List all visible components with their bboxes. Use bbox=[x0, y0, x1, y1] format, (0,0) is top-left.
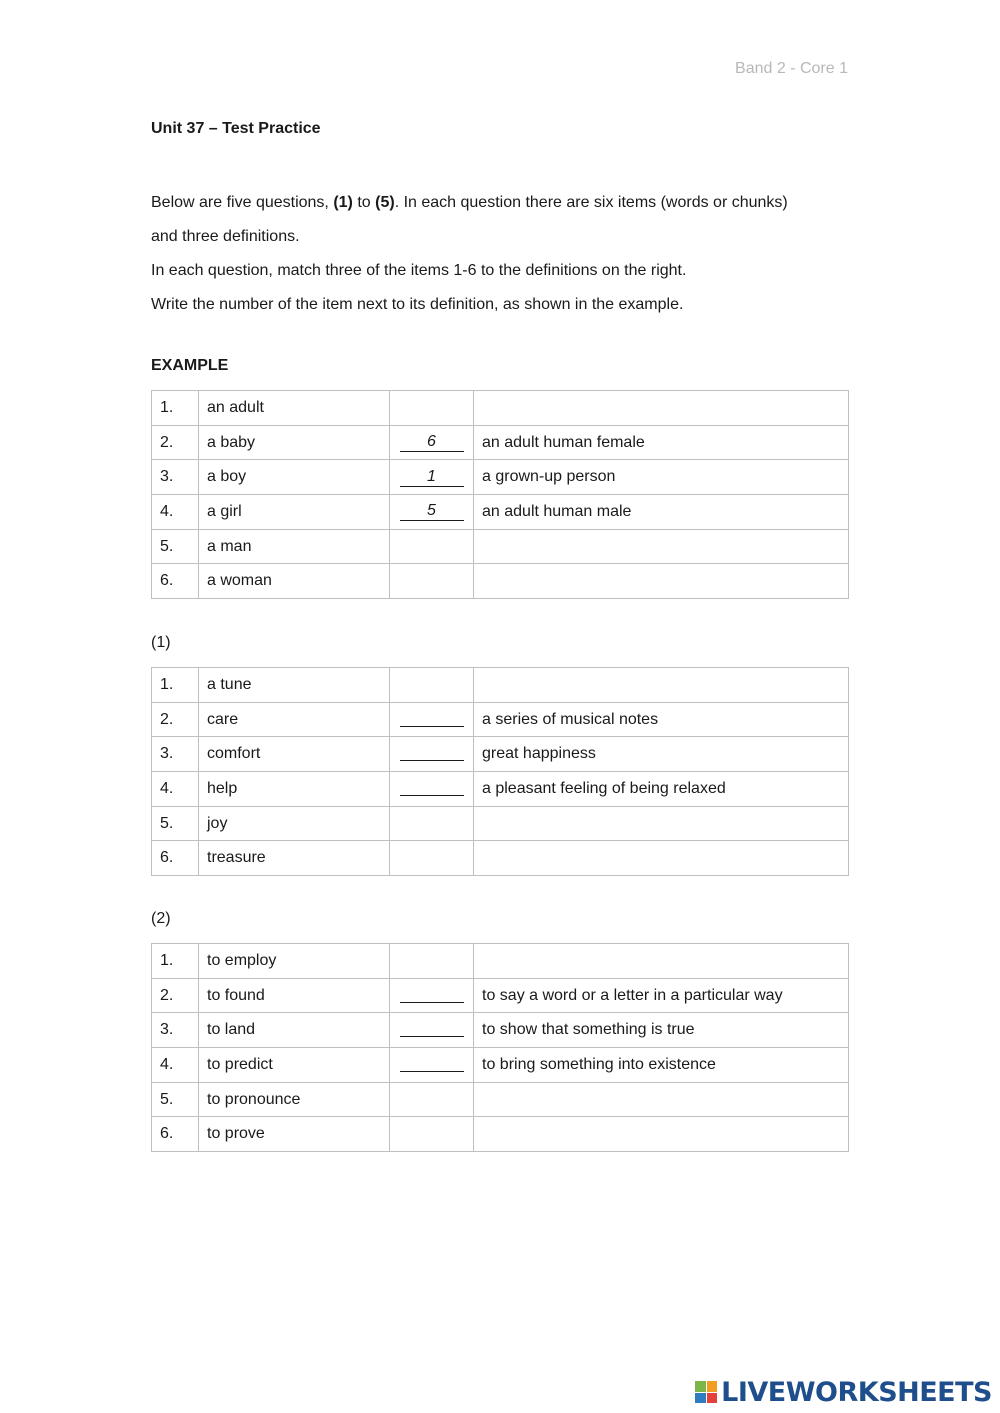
item-number: 5. bbox=[152, 1082, 199, 1117]
item-word: a boy bbox=[199, 460, 390, 495]
table-row bbox=[152, 806, 849, 841]
match-table-2 bbox=[151, 943, 849, 1152]
table-row bbox=[152, 1013, 849, 1048]
item-number: 1. bbox=[152, 668, 199, 703]
answer-cell bbox=[390, 668, 474, 703]
table-row bbox=[152, 944, 849, 979]
answer-blank[interactable] bbox=[400, 1053, 464, 1072]
item-number: 2. bbox=[152, 978, 199, 1013]
definition: a grown-up person bbox=[474, 460, 849, 495]
item-word: a girl bbox=[199, 495, 390, 530]
liveworksheets-logo bbox=[695, 1377, 992, 1407]
definition bbox=[474, 564, 849, 599]
definition: to say a word or a letter in a particular way bbox=[474, 978, 849, 1013]
item-word: to pronounce bbox=[199, 1082, 390, 1117]
definition bbox=[474, 841, 849, 876]
section-label-example: EXAMPLE bbox=[151, 357, 229, 374]
instructions-line-4: Write the number of the item next to its definition, as shown in the example. bbox=[151, 296, 684, 313]
match-table-example bbox=[151, 390, 849, 599]
definition: an adult human female bbox=[474, 425, 849, 460]
table-row bbox=[152, 702, 849, 737]
answer-cell bbox=[390, 564, 474, 599]
item-number: 1. bbox=[152, 944, 199, 979]
answer-blank[interactable] bbox=[400, 984, 464, 1003]
instructions-line-3: In each question, match three of the items 1-6 to the definitions on the right. bbox=[151, 262, 687, 279]
item-word: help bbox=[199, 772, 390, 807]
table-row bbox=[152, 737, 849, 772]
item-word: to land bbox=[199, 1013, 390, 1048]
table-row bbox=[152, 1048, 849, 1083]
item-number: 6. bbox=[152, 564, 199, 599]
answer-cell bbox=[390, 391, 474, 426]
item-word: a baby bbox=[199, 425, 390, 460]
item-word: joy bbox=[199, 806, 390, 841]
answer-blank[interactable] bbox=[400, 1018, 464, 1037]
table-row bbox=[152, 772, 849, 807]
table-row bbox=[152, 425, 849, 460]
definition: a pleasant feeling of being relaxed bbox=[474, 772, 849, 807]
item-number: 4. bbox=[152, 1048, 199, 1083]
item-number: 2. bbox=[152, 425, 199, 460]
answer-cell bbox=[390, 806, 474, 841]
definition bbox=[474, 806, 849, 841]
logo-text: LIVEWORKSHEETS bbox=[721, 1376, 992, 1408]
answer-cell bbox=[390, 944, 474, 979]
table-row bbox=[152, 564, 849, 599]
logo-badge-icon bbox=[695, 1381, 717, 1403]
item-word: comfort bbox=[199, 737, 390, 772]
table-row bbox=[152, 668, 849, 703]
answer-cell bbox=[390, 1048, 474, 1083]
answer-cell bbox=[390, 772, 474, 807]
definition: a series of musical notes bbox=[474, 702, 849, 737]
section-label-2: (2) bbox=[151, 910, 171, 927]
item-word: a man bbox=[199, 529, 390, 564]
answer-blank[interactable]: 6 bbox=[400, 433, 464, 452]
answer-cell bbox=[390, 978, 474, 1013]
definition bbox=[474, 529, 849, 564]
answer-blank[interactable] bbox=[400, 708, 464, 727]
band-label: Band 2 - Core 1 bbox=[735, 60, 848, 77]
definition: great happiness bbox=[474, 737, 849, 772]
answer-cell bbox=[390, 737, 474, 772]
table-row bbox=[152, 841, 849, 876]
table-row bbox=[152, 978, 849, 1013]
table-row bbox=[152, 495, 849, 530]
item-number: 3. bbox=[152, 737, 199, 772]
instructions-line-2: and three definitions. bbox=[151, 228, 300, 245]
badge-square-blue bbox=[695, 1393, 706, 1404]
item-number: 4. bbox=[152, 495, 199, 530]
item-word: a woman bbox=[199, 564, 390, 599]
item-number: 1. bbox=[152, 391, 199, 426]
answer-cell bbox=[390, 1117, 474, 1152]
definition: to show that something is true bbox=[474, 1013, 849, 1048]
item-word: a tune bbox=[199, 668, 390, 703]
definition bbox=[474, 391, 849, 426]
item-word: to predict bbox=[199, 1048, 390, 1083]
item-number: 6. bbox=[152, 1117, 199, 1152]
badge-square-green bbox=[695, 1381, 706, 1392]
item-word: to found bbox=[199, 978, 390, 1013]
item-number: 5. bbox=[152, 806, 199, 841]
instructions-line-1: Below are five questions, (1) to (5). In each question there are six items (words or chunks) bbox=[151, 194, 788, 211]
badge-square-orange bbox=[707, 1381, 718, 1392]
definition bbox=[474, 1082, 849, 1117]
answer-cell bbox=[390, 529, 474, 564]
page-title: Unit 37 – Test Practice bbox=[151, 120, 321, 137]
answer-cell bbox=[390, 460, 474, 495]
table-row bbox=[152, 529, 849, 564]
answer-cell bbox=[390, 425, 474, 460]
answer-blank[interactable] bbox=[400, 742, 464, 761]
definition bbox=[474, 944, 849, 979]
item-number: 2. bbox=[152, 702, 199, 737]
answer-cell bbox=[390, 1013, 474, 1048]
item-number: 5. bbox=[152, 529, 199, 564]
answer-blank[interactable]: 1 bbox=[400, 468, 464, 487]
badge-square-red bbox=[707, 1393, 718, 1404]
item-word: care bbox=[199, 702, 390, 737]
definition: to bring something into existence bbox=[474, 1048, 849, 1083]
match-table-1 bbox=[151, 667, 849, 876]
item-word: to prove bbox=[199, 1117, 390, 1152]
item-word: to employ bbox=[199, 944, 390, 979]
definition bbox=[474, 1117, 849, 1152]
item-word: treasure bbox=[199, 841, 390, 876]
answer-cell bbox=[390, 702, 474, 737]
answer-blank[interactable]: 5 bbox=[400, 502, 464, 521]
item-number: 4. bbox=[152, 772, 199, 807]
table-row bbox=[152, 1117, 849, 1152]
table-row bbox=[152, 460, 849, 495]
answer-cell bbox=[390, 841, 474, 876]
item-word: an adult bbox=[199, 391, 390, 426]
item-number: 3. bbox=[152, 460, 199, 495]
item-number: 6. bbox=[152, 841, 199, 876]
answer-blank[interactable] bbox=[400, 777, 464, 796]
instructions bbox=[151, 186, 851, 322]
definition: an adult human male bbox=[474, 495, 849, 530]
table-row bbox=[152, 391, 849, 426]
definition bbox=[474, 668, 849, 703]
item-number: 3. bbox=[152, 1013, 199, 1048]
table-row bbox=[152, 1082, 849, 1117]
section-label-1: (1) bbox=[151, 634, 171, 651]
answer-cell bbox=[390, 1082, 474, 1117]
answer-cell bbox=[390, 495, 474, 530]
